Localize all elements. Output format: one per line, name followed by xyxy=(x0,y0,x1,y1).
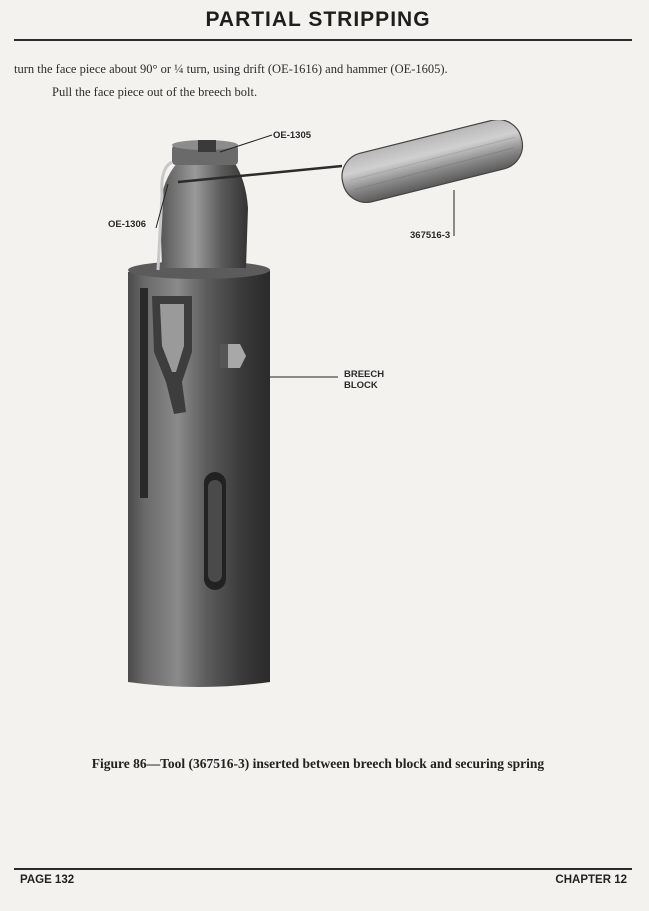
tool-handle xyxy=(337,120,528,207)
body-paragraph-1: turn the face piece about 90° or ¼ turn, using drift (OE-1616) and hammer (OE-1605). xyxy=(14,62,448,76)
callout-oe-1306: OE-1306 xyxy=(108,219,147,230)
breech-block-body xyxy=(128,265,270,687)
header-rule xyxy=(14,39,632,41)
figure-caption: Figure 86—Tool (367516-3) inserted between breech block and securing spring xyxy=(91,756,545,771)
face-piece-neck xyxy=(160,162,248,268)
chapter-label: CHAPTER 12 xyxy=(555,874,627,886)
footer-rule xyxy=(14,868,632,870)
callout-breech-block-2: BLOCK xyxy=(344,380,378,391)
body-paragraph-2: Pull the face piece out of the breech bolt. xyxy=(52,85,258,99)
callout-oe-1305: OE-1305 xyxy=(273,130,312,141)
breech-block-photo xyxy=(100,120,560,700)
page-title: PARTIAL STRIPPING xyxy=(205,8,431,31)
page-number: PAGE 132 xyxy=(20,874,75,886)
callout-tool: 367516-3 xyxy=(410,230,451,241)
callout-breech-block-1: BREECH xyxy=(344,369,385,380)
